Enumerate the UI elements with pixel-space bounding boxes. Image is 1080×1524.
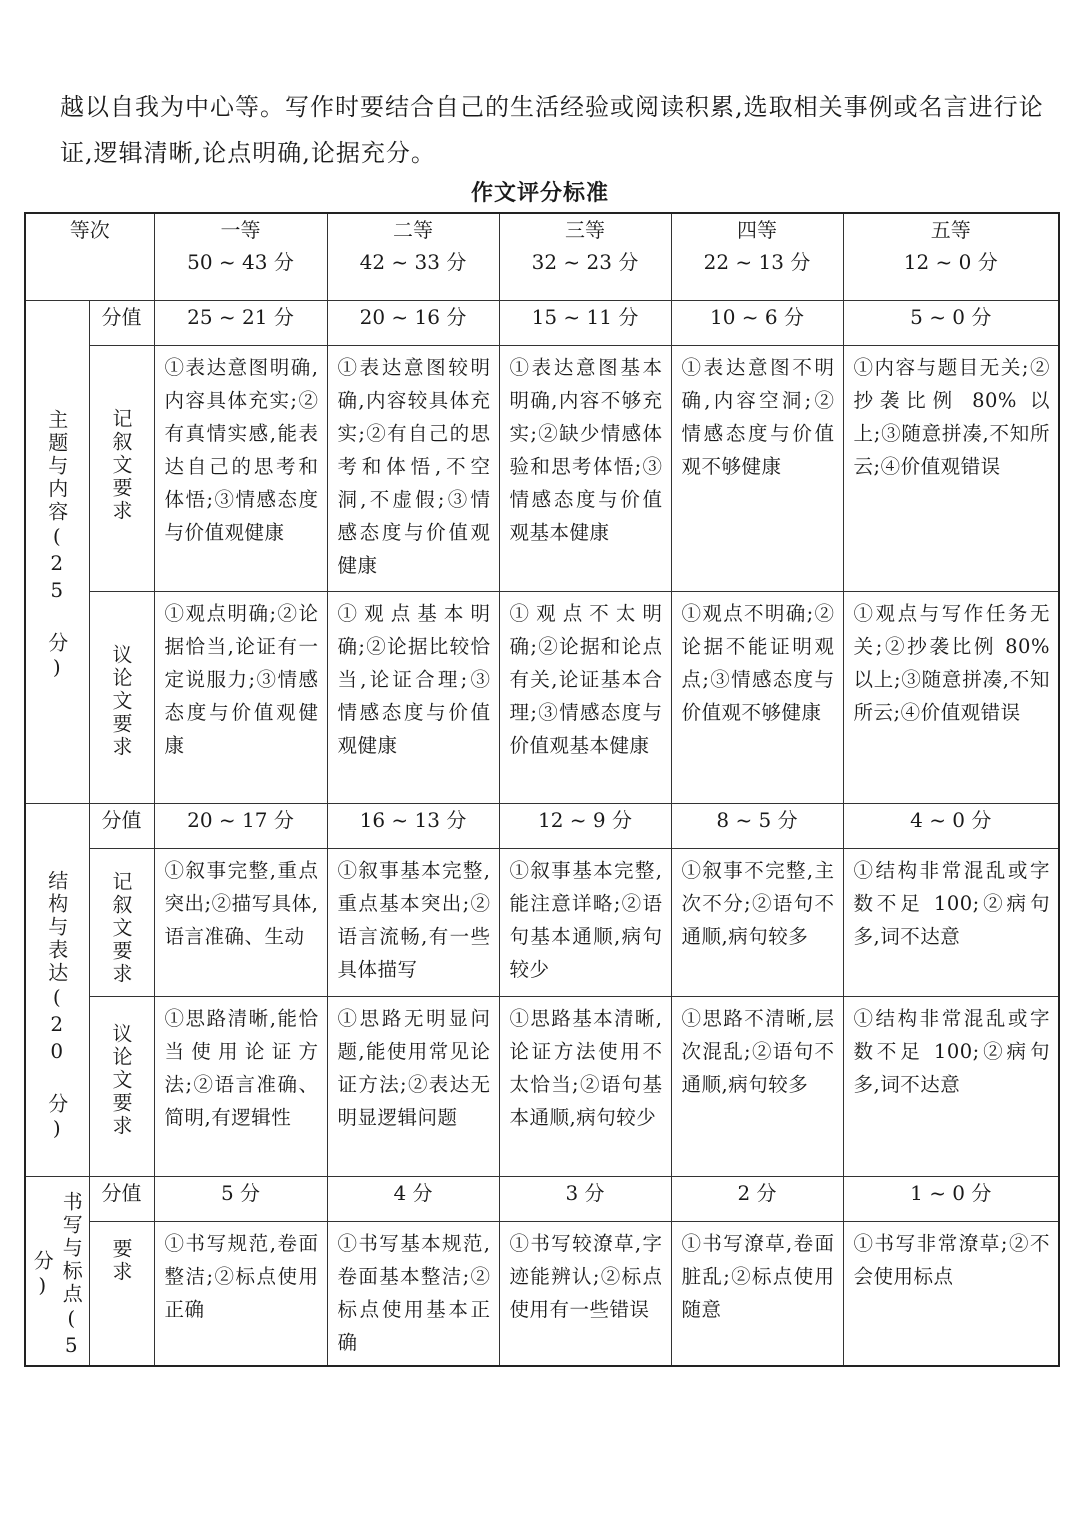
score-cell: 10 ~ 6 分 [671,301,843,346]
intro-line-1: 越以自我为中心等。写作时要结合自己的生活经验或阅读积累,选取相关事例或名言进行论 [60,93,1044,121]
row-label [89,997,154,1177]
score-cell: 4 分 [327,1177,499,1222]
criteria-cell [327,1222,499,1367]
section-1-argument-row [25,592,1059,804]
row-label-text: 议论文要求 [109,644,133,759]
score-cell: 8 ~ 5 分 [671,804,843,849]
criteria-text: ①表达意图明确,内容具体充实;②有真情实感,能表达自己的思考和体悟;③情感态度与价值观健康 [164,356,319,544]
criteria-cell [671,346,843,592]
criteria-text: ①叙事基本完整,能注意详略;②语句基本通顺,病句较少 [509,859,663,981]
criteria-text: ①内容与题目无关;②抄袭比例 80% 以上;③随意拼凑,不知所云;④价值观错误 [853,356,1050,478]
criteria-text: ①思路不清晰,层次混乱;②语句不通顺,病句较多 [681,1007,835,1096]
section-2-argument-row [25,997,1059,1177]
grade-header-1 [154,213,327,301]
grade-header-2 [327,213,499,301]
criteria-cell [154,849,327,997]
grade-header-5 [843,213,1059,301]
intro-line-2: 证,逻辑清晰,论点明确,论据充分。 [60,139,436,167]
score-cell: 3 分 [499,1177,671,1222]
criteria-cell [154,592,327,804]
grade-name: 三等 [565,218,605,242]
score-cell: 5 ~ 0 分 [843,301,1059,346]
row-label-text: 记叙文要求 [109,871,133,986]
row-label [89,346,154,592]
criteria-text: ①观点不明确;②论据不能证明观点;③情感态度与价值观不够健康 [681,602,835,724]
scoring-table [24,212,1060,1367]
section-2-score-row [25,804,1059,849]
score-label: 分值 [89,301,154,346]
section-3-title [25,1177,89,1367]
criteria-text: ①书写基本规范,卷面基本整洁;②标点使用基本正确 [337,1232,491,1354]
criteria-cell [154,346,327,592]
score-label: 分值 [89,1177,154,1222]
row-label-text: 记叙文要求 [109,408,133,523]
grade-name: 四等 [737,218,777,242]
section-2-narrative-row [25,849,1059,997]
score-cell: 5 分 [154,1177,327,1222]
criteria-text: ①结构非常混乱或字数不足 100;②病句多,词不达意 [853,859,1050,948]
criteria-cell [671,849,843,997]
grade-range: 50 ~ 43 分 [187,250,294,274]
grade-name: 五等 [930,218,971,242]
grade-header-4 [671,213,843,301]
criteria-text: ①结构非常混乱或字数不足 100;②病句多,词不达意 [853,1007,1050,1096]
criteria-text: ①表达意图较明确,内容较具体充实;②有自己的思考和体悟,不空洞,不虚假;③情感态度与价值观健康 [337,356,491,577]
criteria-cell [327,997,499,1177]
criteria-text: ①思路清晰,能恰当使用论证方法;②语言准确、简明,有逻辑性 [164,1007,319,1129]
criteria-cell [327,346,499,592]
criteria-text: ①书写潦草,卷面脏乱;②标点使用随意 [681,1232,835,1321]
criteria-cell [154,1222,327,1367]
section-title-text: 书写与标点(5 分) [30,1190,84,1360]
section-1-score-row [25,301,1059,346]
criteria-cell [327,849,499,997]
criteria-text: ①叙事完整,重点突出;②描写具体,语言准确、生动 [164,859,319,948]
grade-range: 32 ~ 23 分 [531,250,639,274]
header-row [25,213,1059,301]
criteria-cell [843,997,1059,1177]
criteria-text: ①表达意图基本明确,内容不够充实;②缺少情感体验和思考体悟;③情感态度与价值观基本健康 [509,356,663,544]
section-title-text: 结构与表达(20 分) [44,870,69,1143]
grade-header-3 [499,213,671,301]
criteria-text: ①观点明确;②论据恰当,论证有一定说服力;③情感态度与价值观健康 [164,602,319,757]
table-title: 作文评分标准 [470,181,609,206]
section-2-title [25,804,89,1177]
score-cell: 20 ~ 17 分 [154,804,327,849]
row-label [89,1222,154,1367]
grade-name: 一等 [220,218,261,242]
criteria-cell [671,997,843,1177]
row-label-text: 要求 [109,1238,133,1284]
score-cell: 15 ~ 11 分 [499,301,671,346]
grade-name: 二等 [393,218,433,242]
criteria-text: ①思路基本清晰,论证方法使用不太恰当;②语句基本通顺,病句较少 [509,1007,663,1129]
score-cell: 4 ~ 0 分 [843,804,1059,849]
section-title-text: 主题与内容(25 分) [44,409,69,682]
criteria-cell [671,592,843,804]
score-label: 分值 [89,804,154,849]
criteria-text: ①叙事基本完整,重点基本突出;②语言流畅,有一些具体描写 [337,859,491,981]
row-label [89,849,154,997]
section-1-title [25,301,89,804]
criteria-cell [843,346,1059,592]
section-3-requirement-row [25,1222,1059,1367]
criteria-cell [843,1222,1059,1367]
criteria-cell [499,592,671,804]
criteria-cell [499,997,671,1177]
score-cell: 16 ~ 13 分 [327,804,499,849]
grade-range: 42 ~ 33 分 [359,250,467,274]
section-1-narrative-row [25,346,1059,592]
row-label [89,592,154,804]
criteria-text: ①观点基本明确;②论据比较恰当,论证合理;③情感态度与价值观健康 [337,602,491,757]
section-3-score-row [25,1177,1059,1222]
criteria-text: ①叙事不完整,主次不分;②语句不通顺,病句较多 [681,859,835,948]
intro-paragraph [60,84,1060,176]
score-cell: 1 ~ 0 分 [843,1177,1059,1222]
criteria-text: ①书写较潦草,字迹能辨认;②标点使用有一些错误 [509,1232,663,1321]
criteria-text: ①观点与写作任务无关;②抄袭比例 80% 以上;③随意拼凑,不知所云;④价值观错误 [853,602,1050,724]
criteria-text: ①书写规范,卷面整洁;②标点使用正确 [164,1232,319,1321]
criteria-cell [327,592,499,804]
criteria-text: ①观点不太明确;②论据和论点有关,论证基本合理;③情感态度与价值观基本健康 [509,602,663,757]
row-label-text: 议论文要求 [109,1023,133,1138]
criteria-text: ①书写非常潦草;②不会使用标点 [853,1232,1050,1288]
grade-range: 22 ~ 13 分 [703,250,811,274]
score-cell: 2 分 [671,1177,843,1222]
criteria-text: ①表达意图不明确,内容空洞;②情感态度与价值观不够健康 [681,356,835,478]
criteria-cell [671,1222,843,1367]
criteria-cell [499,1222,671,1367]
score-cell: 12 ~ 9 分 [499,804,671,849]
criteria-text: ①思路无明显问题,能使用常见论证方法;②表达无明显逻辑问题 [337,1007,491,1129]
criteria-cell [843,849,1059,997]
criteria-cell [843,592,1059,804]
score-cell: 20 ~ 16 分 [327,301,499,346]
score-cell: 25 ~ 21 分 [154,301,327,346]
grade-range: 12 ~ 0 分 [903,250,998,274]
criteria-cell [154,997,327,1177]
header-label: 等次 [25,213,154,301]
criteria-cell [499,849,671,997]
criteria-cell [499,346,671,592]
